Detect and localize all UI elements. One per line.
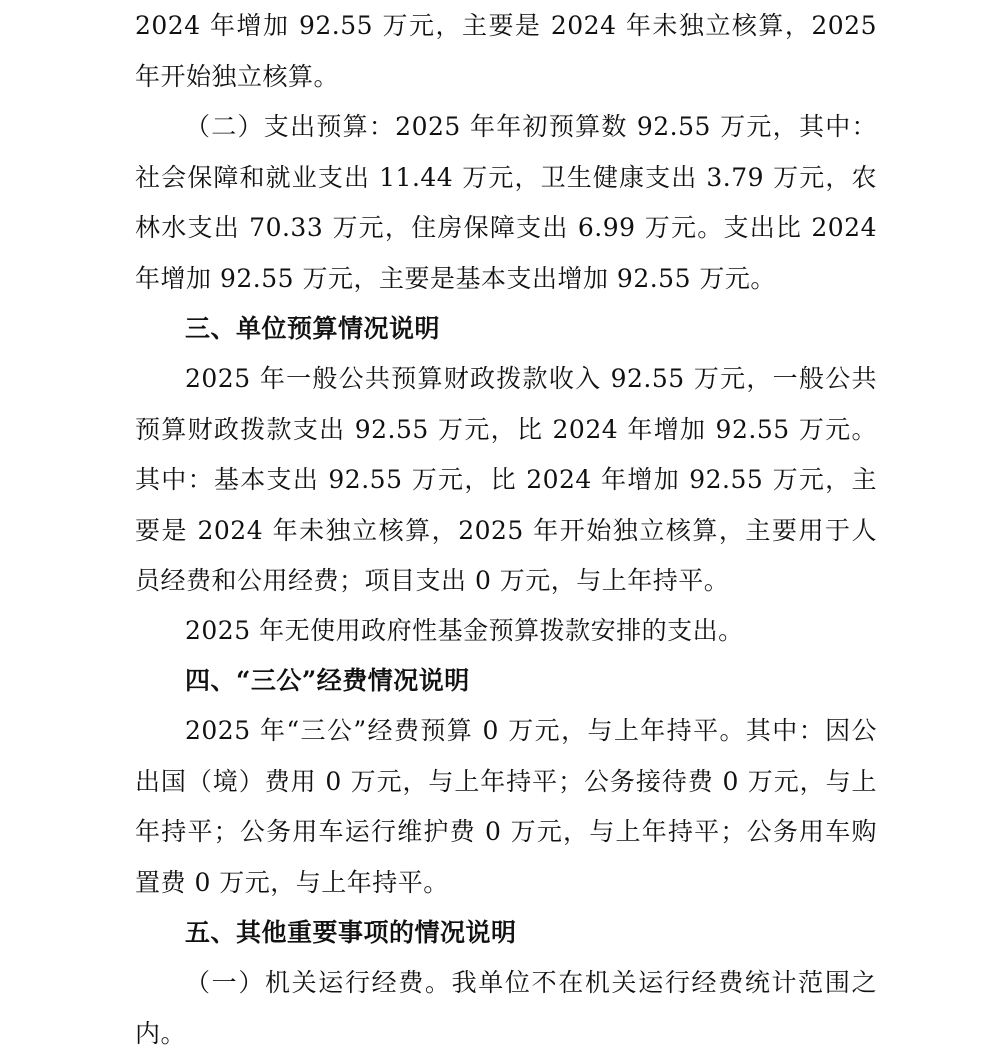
general-public-budget-paragraph: 2025 年一般公共预算财政拨款收入 92.55 万元，一般公共预算财政拨款支出 92.55 万元，比 2024 年增加 92.55 万元。其中：基本支出 92.55 万元，比 2024 年增加 92.55 万元，主要是 2024 年未独立核算，2025 年开始独立核算，主要用于人员经费和公用经费；项目支出 0 万元，与上年持平。	[135, 364, 877, 595]
unit-budget-heading: 三、单位预算情况说明	[185, 314, 441, 343]
income-explanation-continuation: 2024 年增加 92.55 万元，主要是 2024 年未独立核算，2025 年开始独立核算。	[135, 11, 877, 91]
government-fund-budget-paragraph: 2025 年无使用政府性基金预算拨款安排的支出。	[185, 616, 744, 645]
three-public-expenses-heading: 四、“三公”经费情况说明	[185, 666, 470, 695]
expenditure-budget-paragraph: （二）支出预算：2025 年年初预算数 92.55 万元，其中：社会保障和就业支出 11.44 万元，卫生健康支出 3.79 万元，农林水支出 70.33 万元，住房保障支出 6.99 万元。支出比 2024 年增加 92.55 万元，主要是基本支出增加 92.55 万元。	[135, 112, 877, 293]
three-public-expenses-paragraph: 2025 年“三公”经费预算 0 万元，与上年持平。其中：因公出国（境）费用 0 万元，与上年持平；公务接待费 0 万元，与上年持平；公务用车运行维护费 0 万元，与上年持平；公务用车购置费 0 万元，与上年持平。	[135, 716, 877, 897]
other-important-matters-heading: 五、其他重要事项的情况说明	[185, 918, 517, 947]
agency-operating-expenses-paragraph: （一）机关运行经费。我单位不在机关运行经费统计范围之内。	[135, 968, 877, 1048]
